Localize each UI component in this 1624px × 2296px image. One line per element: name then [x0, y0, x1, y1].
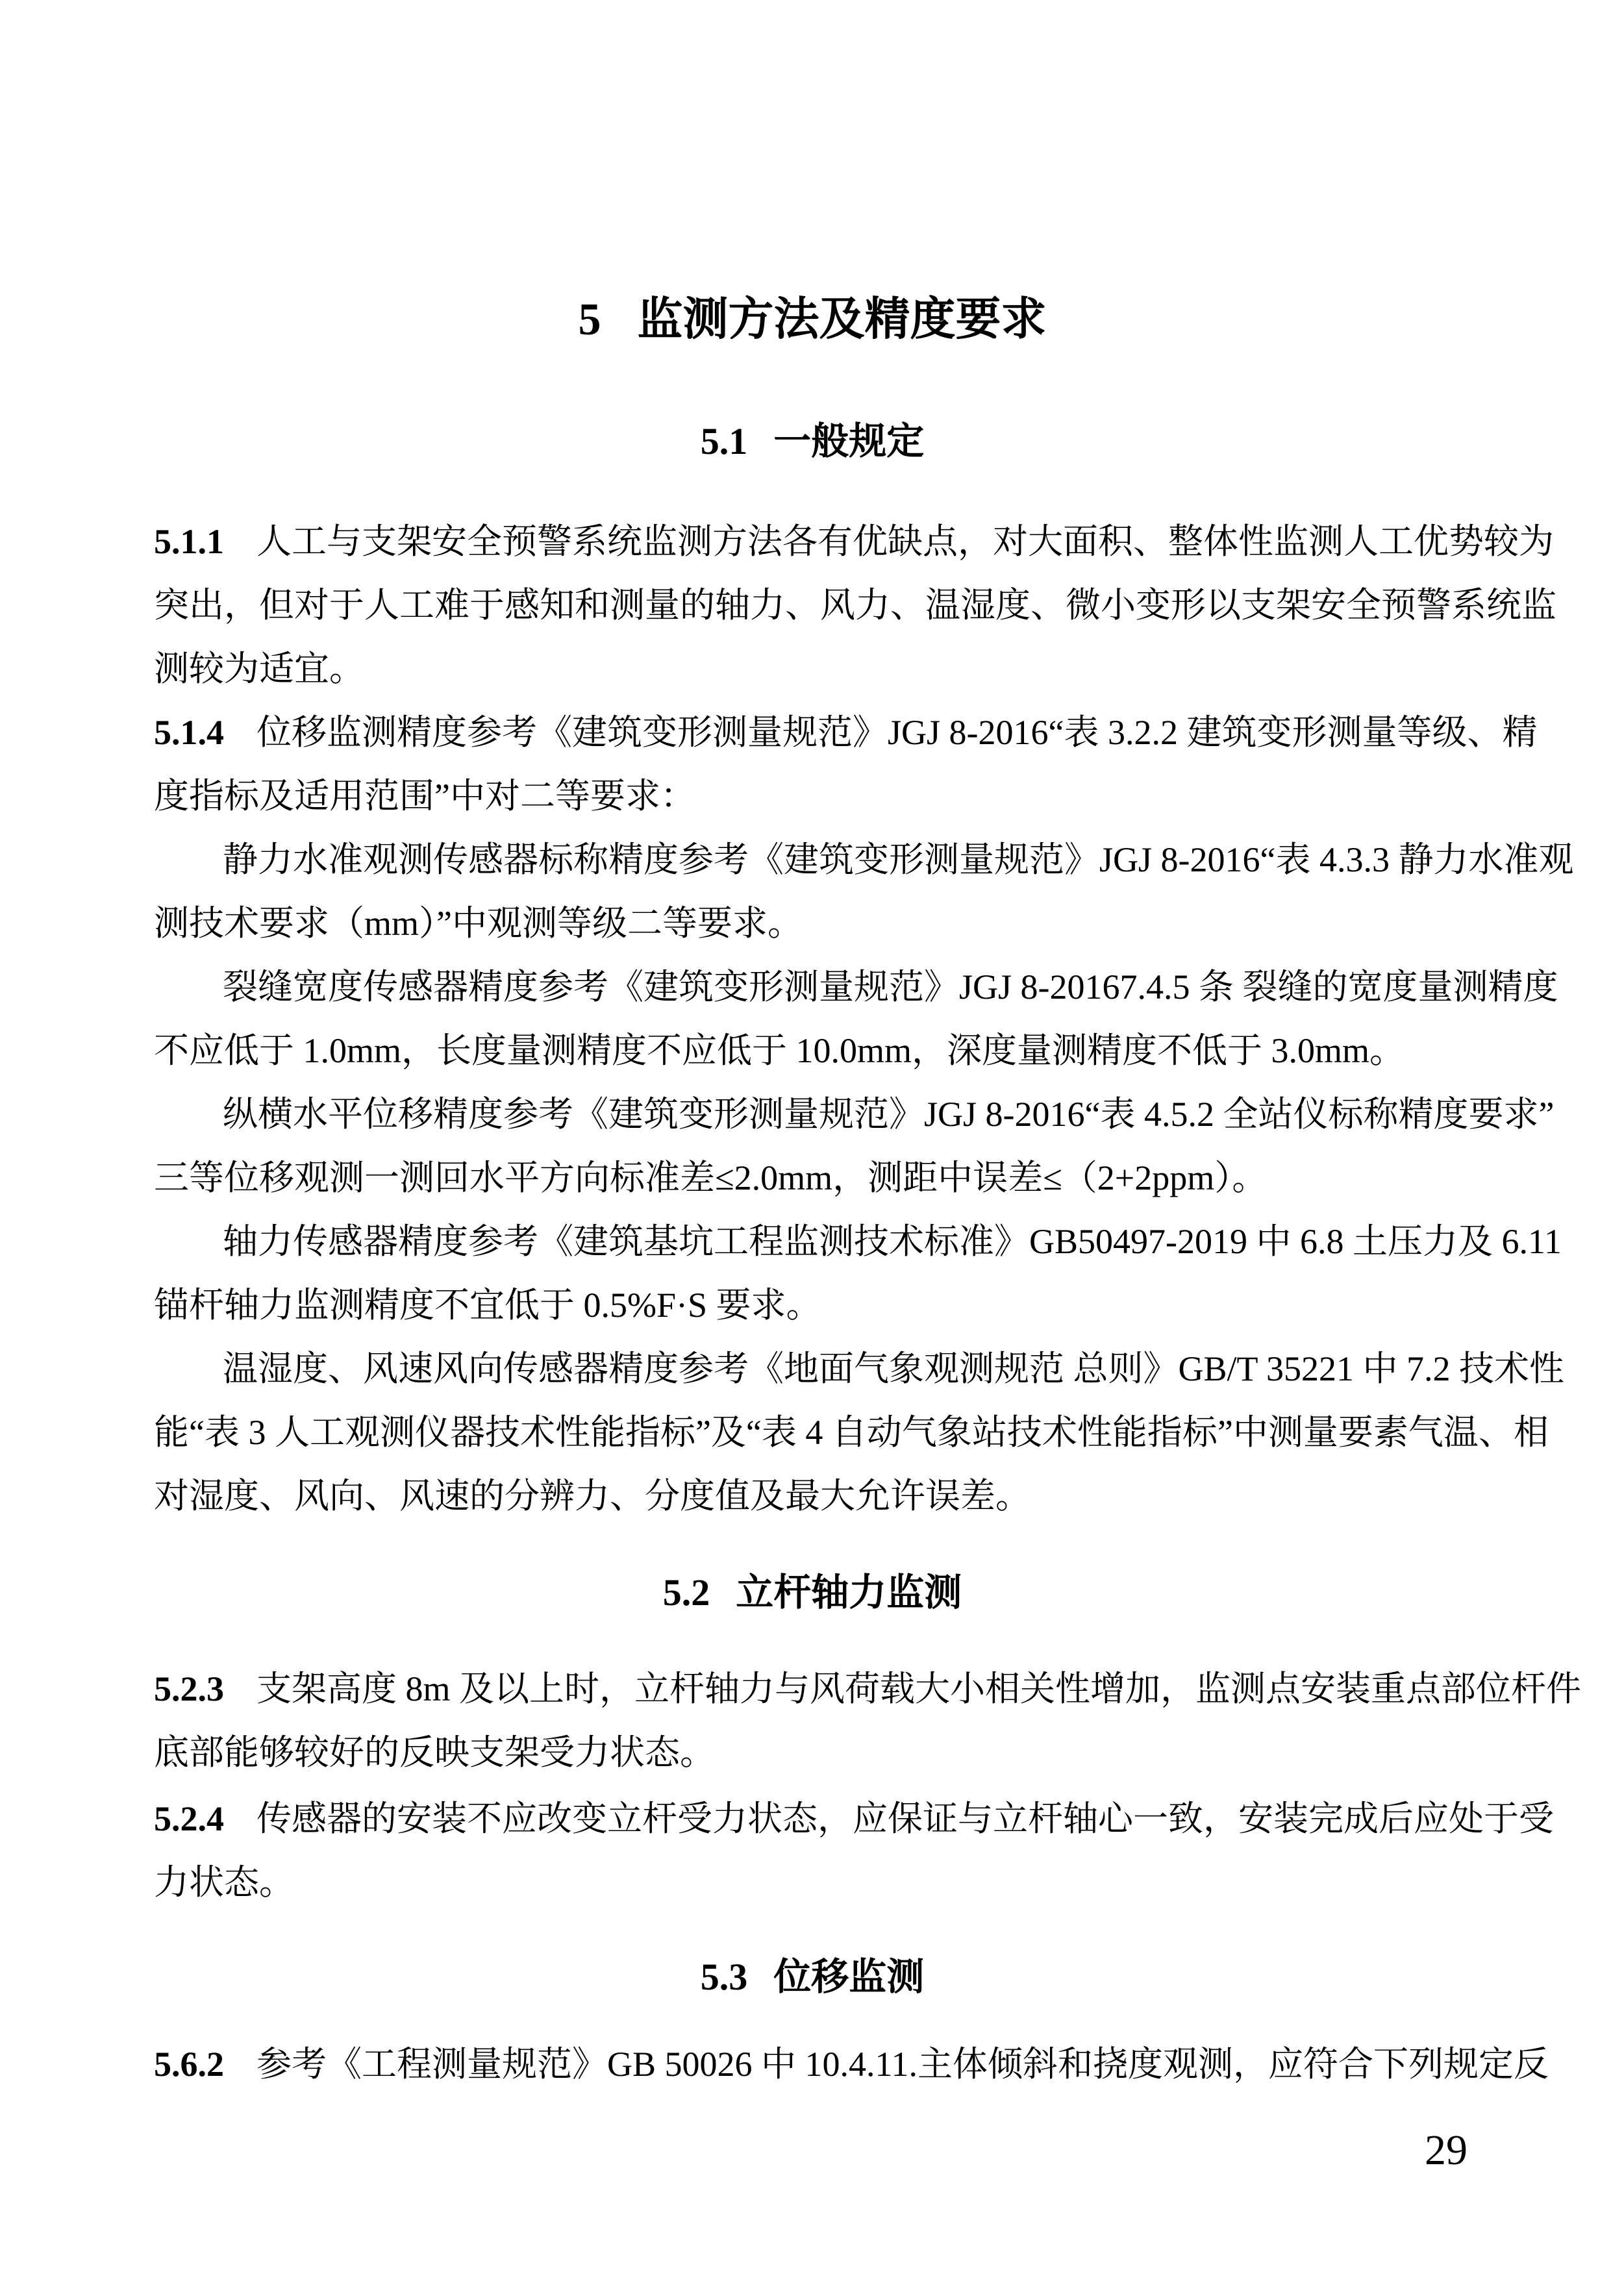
text-line: 底部能够较好的反映支架受力状态。 [154, 1733, 715, 1772]
text-line: 裂缝宽度传感器精度参考《建筑变形测量规范》JGJ 8-20167.4.5 条 裂缝的宽度量测精度 [223, 967, 1558, 1006]
section-title: 位移监测 [773, 1956, 925, 1998]
text-line: 测较为适宜。 [154, 649, 364, 688]
text-line: 温湿度、风速风向传感器精度参考《地面气象观测规范 总则》GB/T 35221 中 7.2 技术性 [223, 1349, 1565, 1388]
paragraph-horizontal-displacement [154, 1082, 1555, 1210]
clause-number: 5.1.4 [154, 713, 224, 752]
clause-number: 5.2.3 [154, 1669, 224, 1708]
text-line: 突出，但对于人工难于感知和测量的轴力、风力、温湿度、微小变形以支架安全预警系统监 [154, 586, 1556, 625]
section-number: 5.2 [662, 1571, 710, 1614]
text-line: 能“表 3 人工观测仪器技术性能指标”及“表 4 自动气象站技术性能指标”中测量要素气温、相 [154, 1413, 1549, 1452]
text-line: 三等位移观测一测回水平方向标准差≤2.0mm，测距中误差≤（2+2ppm）。 [154, 1158, 1268, 1197]
section-title: 立杆轴力监测 [736, 1571, 962, 1614]
clause-5-1-4 [154, 701, 1538, 828]
section-heading-5-1 [154, 416, 1471, 466]
section-number: 5.1 [700, 420, 748, 462]
clause-5-6-2 [154, 2032, 1549, 2096]
paragraph-crack-width [154, 955, 1558, 1082]
text-line [154, 1657, 1581, 1721]
paragraph-weather-sensor [154, 1337, 1565, 1528]
text-line: 度指标及适用范围”中对二等要求： [154, 777, 695, 816]
page-number: 29 [1425, 2127, 1468, 2174]
text-line [154, 1787, 1554, 1851]
clause-5-2-3 [154, 1657, 1581, 1784]
paragraph-static-level [154, 828, 1574, 955]
clause-5-2-4 [154, 1787, 1554, 1914]
clause-text: 传感器的安装不应改变立杆受力状态，应保证与立杆轴心一致，安装完成后应处于受 [256, 1799, 1554, 1838]
text-line: 轴力传感器精度参考《建筑基坑工程监测技术标准》GB50497-2019 中 6.8 土压力及 6.11 [223, 1222, 1562, 1261]
section-number: 5.3 [700, 1956, 748, 1998]
text-line: 力状态。 [154, 1863, 294, 1902]
page-content [154, 0, 1581, 2096]
chapter-heading [154, 292, 1471, 348]
chapter-title: 监测方法及精度要求 [637, 295, 1047, 345]
section-heading-5-2 [154, 1567, 1471, 1617]
clause-number: 5.1.1 [154, 522, 224, 561]
text-line: 对湿度、风向、风速的分辨力、分度值及最大允许误差。 [154, 1477, 1031, 1516]
clause-text: 位移监测精度参考《建筑变形测量规范》JGJ 8-2016“表 3.2.2 建筑变形测量等级、精 [256, 713, 1538, 752]
text-line [154, 510, 1554, 573]
chapter-number: 5 [578, 295, 601, 345]
clause-number: 5.6.2 [154, 2045, 224, 2084]
paragraph-axial-force-sensor [154, 1210, 1562, 1337]
text-line [154, 2032, 1549, 2096]
text-line: 不应低于 1.0mm，长度量测精度不应低于 10.0mm，深度量测精度不低于 3.0mm。 [154, 1031, 1405, 1070]
text-line [154, 701, 1538, 764]
text-line: 测技术要求（mm）”中观测等级二等要求。 [154, 904, 803, 943]
clause-text: 人工与支架安全预警系统监测方法各有优缺点，对大面积、整体性监测人工优势较为 [256, 522, 1554, 561]
clause-5-1-1 [154, 510, 1556, 701]
section-heading-5-3 [154, 1952, 1471, 2002]
text-line: 静力水准观测传感器标称精度参考《建筑变形测量规范》JGJ 8-2016“表 4.3.3 静力水准观 [223, 840, 1574, 879]
section-title: 一般规定 [773, 420, 925, 462]
clause-text: 参考《工程测量规范》GB 50026 中 10.4.11.主体倾斜和挠度观测，应符合下列规定反 [256, 2045, 1549, 2084]
clause-text: 支架高度 8m 及以上时，立杆轴力与风荷载大小相关性增加，监测点安装重点部位杆件 [256, 1669, 1581, 1708]
text-line: 锚杆轴力监测精度不宜低于 0.5%F·S 要求。 [154, 1286, 821, 1325]
clause-number: 5.2.4 [154, 1799, 224, 1838]
text-line: 纵横水平位移精度参考《建筑变形测量规范》JGJ 8-2016“表 4.5.2 全站仪标称精度要求” [223, 1095, 1555, 1134]
